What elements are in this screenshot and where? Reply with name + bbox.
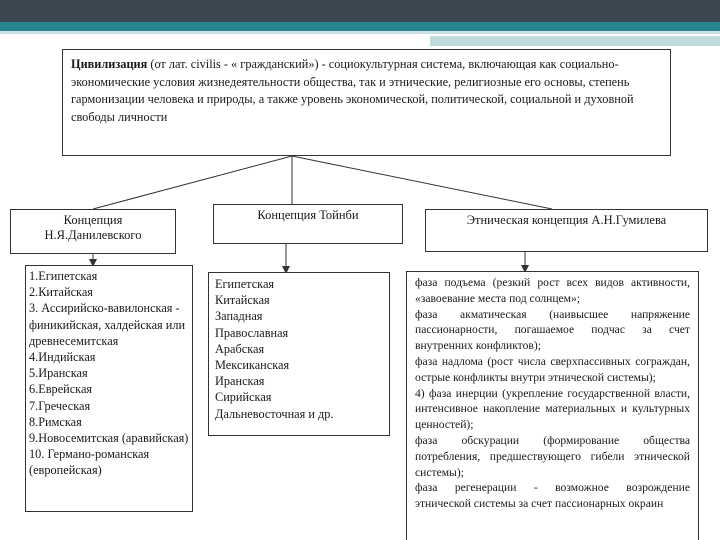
list-item: Западная [215,309,263,324]
civilization-definition-box [62,49,671,156]
list-item: 2.Китайская [29,285,93,300]
concept-toynbee-box [213,204,403,244]
list-item: Египетская [215,277,275,291]
list-item: 4.Индийская [29,350,96,365]
list-item: Сирийская [215,390,272,405]
list-item: 9.Новосемитская (аравийская) [29,431,189,446]
list-item: 10. Германо-романская (европейская) [29,447,150,478]
danilevsky-civilizations-list [25,265,193,512]
list-item: Арабская [215,341,265,356]
list-item: 7.Греческая [29,398,91,413]
concept-danilevsky-box [10,209,176,254]
list-item: 1.Египетская [29,269,98,283]
phase-item: фаза обскурации (формирование общества потребления, предшествующего гибели этнической системы); [415,433,690,479]
gumilev-phases-list [406,271,699,540]
concept-gumilev-box [425,209,708,252]
definition-term: Цивилизация [71,57,148,71]
list-item: Иранская [215,374,265,389]
definition-text: (от лат. civilis - « гражданский») - социокультурная система, включающая как социально-экономические условия жизнедеятельности общества, так и этнические, религиозные его основы, степень гармонизации человека и природы, а также уровень экономической, политической, социальной и духовной свободы личности [71,57,634,124]
list-item: Китайская [215,293,270,308]
phase-item: фаза надлома (рост числа сверхпассивных сограждан, острые конфликты внутри этнической системы); [415,354,690,384]
list-item: Православная [215,325,289,340]
phase-item: фаза подъема (резкий рост всех видов активности, «завоевание места под солнцем»; [415,276,690,305]
list-item: 3. Ассирийско-вавилонская - финикийская, халдейская или древнесемитская [29,301,186,348]
concept-gumilev-title: Этническая концепция А.Н.Гумилева [466,213,667,227]
list-item: Мексиканская [215,358,290,373]
list-item: 5.Иранская [29,366,88,381]
list-item: 8.Римская [29,414,82,429]
list-item: 6.Еврейская [29,382,93,397]
connector-root-right [292,156,552,209]
toynbee-civilizations-list [208,272,390,436]
phase-item: фаза регенерации - возможное возрождение этнической системы за счет пассионарных окраин [415,481,690,511]
list-item: Дальневосточная и др. [215,406,334,421]
phase-item: 4) фаза инерции (укрепление государственной власти, интенсивное накопление материальных и культурных ценностей); [415,386,690,432]
concept-toynbee-title: Концепция Тойнби [257,208,359,222]
phase-item: фаза акматическая (наивысшее напряжение пассионарности, погашаемое подчас за счет внутренних конфликтов); [415,307,690,353]
connector-root-left [93,156,292,209]
concept-danilevsky-title: Концепция Н.Я.Данилевского [44,213,142,242]
